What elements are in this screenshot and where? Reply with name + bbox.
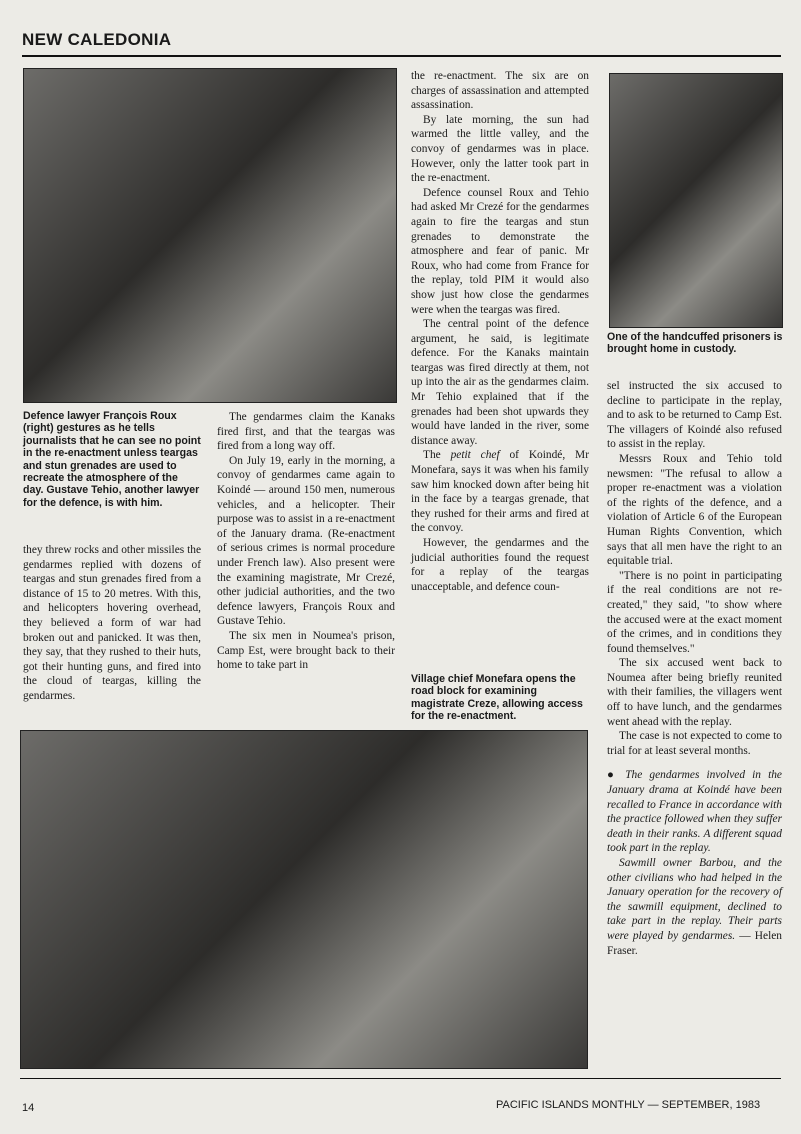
header-rule — [22, 55, 781, 57]
chief-caption: Village chief Monefara opens the road block for examining magistrate Creze, allowing access for the re-enactment. — [411, 673, 583, 723]
paragraph: the re-enactment. The six are on charges of assassination and attempted assassination. — [411, 70, 589, 112]
column-1 — [23, 543, 201, 704]
paragraph: The gendarmes claim the Kanaks fired first, and that the teargas was fired from a long way off. — [217, 411, 395, 453]
road-block-photo — [20, 730, 588, 1069]
column-3 — [411, 69, 589, 594]
paragraph: The six men in Noumea's prison, Camp Est, were brought back to their home to take part in — [217, 629, 395, 672]
lawyers-caption: Defence lawyer François Roux (right) gestures as he tells journalists that he can see no point in the re-enactment unless teargas and stun grenades are used to recreate the atmosphere of the day. Gustave Tehio, another lawyer for the defence, is with him. — [23, 410, 201, 509]
prisoner-caption: One of the handcuffed prisoners is brought home in custody. — [607, 331, 783, 356]
paragraph: The central point of the defence argument, he said, is legitimate defence. For the Kanaks maintain teargas was fired directly at them, not up into the air as the gendarmes claim. Mr Tehio explained that if the grenades had been shot upwards they would have landed in the river, some distance away. — [411, 318, 589, 447]
paragraph: "There is no point in participating if the real conditions are not re-created," they said, "to show where the accused were at the exact moment of the crimes, and in conditions they found themselves." — [607, 569, 782, 655]
bullet-icon: ● — [607, 769, 619, 782]
editor-note — [607, 768, 782, 958]
lawyers-photo — [23, 68, 397, 403]
footer-rule — [20, 1078, 781, 1079]
prisoner-photo — [609, 73, 783, 328]
paragraph: The case is not expected to come to trial for at least several months. — [607, 730, 782, 757]
note-paragraph: Sawmill owner Barbou, and the other civilians who had helped in the January operation for the recovery of the sawmill equipment, declined to take part in the replay. Their parts were played by gendarmes. — Helen Fraser. — [607, 857, 782, 957]
paragraph: However, the gendarmes and the judicial authorities found the request for a replay of the teargas unacceptable, and defence coun- — [411, 537, 589, 593]
section-title: NEW CALEDONIA — [22, 30, 172, 49]
paragraph: The petit chef of Koindé, Mr Monefara, says it was when his family saw him knocked down after being hit in the face by a teargas grenade, that they rushed for their arms and fired at the convoy. — [411, 449, 589, 535]
column-4 — [607, 379, 782, 958]
paragraph: By late morning, the sun had warmed the little valley, and the convoy of gendarmes was in place. However, only the latter took part in the re-enactment. — [411, 113, 589, 185]
publication-line: PACIFIC ISLANDS MONTHLY — SEPTEMBER, 1983 — [496, 1099, 761, 1111]
paragraph: they threw rocks and other missiles the gendarmes replied with dozens of teargas and stun grenades fired from a distance of 15 to 20 metres. With this, and helicopters hovering overhead, they believed a form of war had broken out and panicked. It was then, they say, that they rushed to their huts, got their hunting guns, and fired into the cloud of teargas, killing the gendarmes. — [23, 544, 201, 702]
note-paragraph: ● The gendarmes involved in the January drama at Koindé have been recalled to France in accordance with the practice followed when they suffer death in their ranks. A different squad took part in the replay. — [607, 769, 782, 855]
column-2 — [217, 410, 395, 673]
page-number: 14 — [22, 1102, 35, 1114]
paragraph: On July 19, early in the morning, a convoy of gendarmes came again to Koindé — around 150 men, numerous vehicles, and a helicopter. Their purpose was to assist in a re-enactment of the January drama. (Re-enactment of serious crimes is normal procedure under French law). Also present were the examining magistrate, Mr Crezé, other judicial authorities, and the two defence lawyers, François Roux and Gustave Tehio. — [217, 454, 395, 628]
paragraph: Messrs Roux and Tehio told newsmen: "The refusal to allow a proper re-enactment was a violation of the rights of the defence, and a violation of Article 6 of the European Human Rights Convention, which says that all men have the right to an equitable trial. — [607, 452, 782, 568]
byline: — Helen Fraser. — [607, 929, 782, 957]
paragraph: sel instructed the six accused to decline to participate in the replay, and to ask to be returned to Camp Est. The villagers of Koindé also refused to assist in the replay. — [607, 380, 782, 451]
paragraph: The six accused went back to Noumea after being briefly reunited with their families, the villagers went off to have lunch, and the gendarmes went ahead with the replay. — [607, 657, 782, 728]
paragraph: Defence counsel Roux and Tehio had asked Mr Crezé for the gendarmes again to fire the teargas and stun grenades to demonstrate the atmosphere and fear of panic. Mr Roux, who had come from France for the replay, told PIM it would also show just how close the gendarmes were when the teargas was fired. — [411, 186, 589, 316]
italic-term: petit chef — [450, 449, 500, 462]
